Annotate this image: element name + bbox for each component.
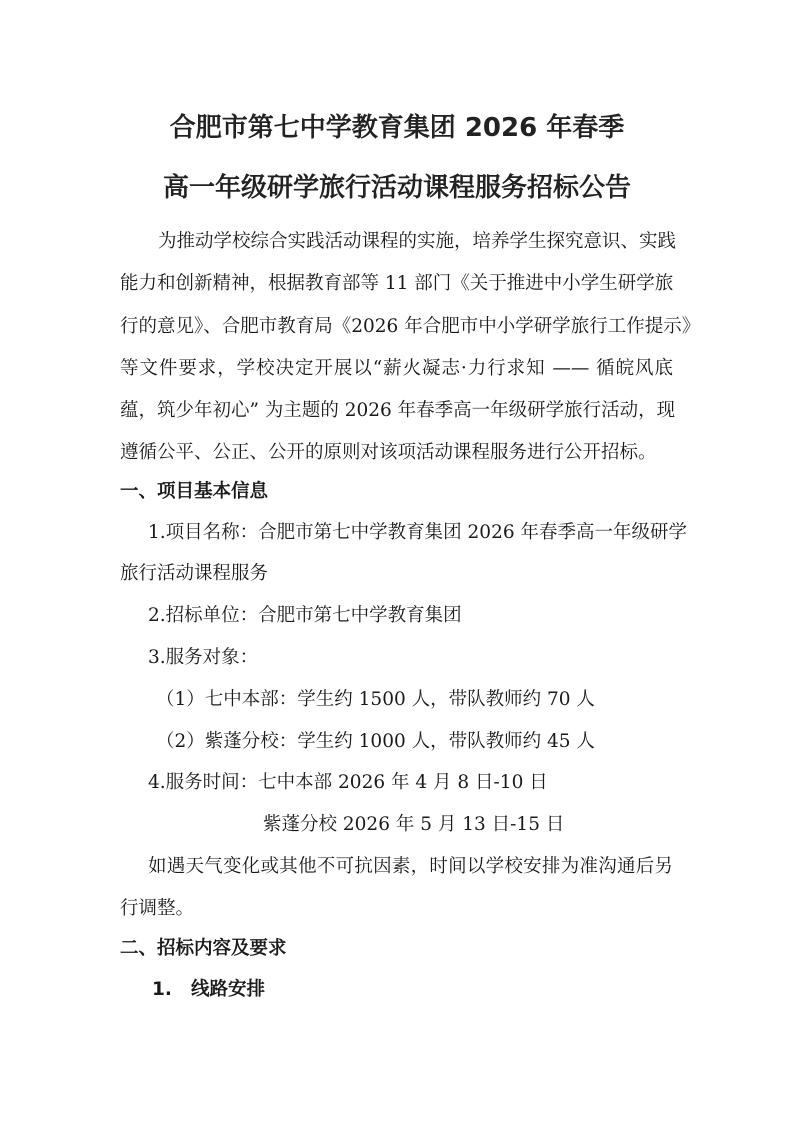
route-arrangement-heading: 线路安排	[191, 979, 266, 1000]
intro-paragraph-line: 为推动学校综合实践活动课程的实施，培养学生探究意识、实践	[158, 231, 677, 252]
route-arrangement-number: 1.	[152, 979, 172, 1000]
intro-paragraph-line: 行的意见》、合肥市教育局《2026 年合肥市中小学研学旅行工作提示》	[120, 316, 701, 337]
intro-paragraph-line: 蕴，筑少年初心” 为主题的 2026 年春季高一年级研学旅行活动，现	[120, 400, 676, 421]
service-time-main-campus: 4.服务时间：七中本部 2026 年 4 月 8 日-10 日	[148, 772, 548, 793]
section2-heading: 二、招标内容及要求	[120, 938, 287, 959]
tendering-unit: 2.招标单位：合肥市第七中学教育集团	[148, 605, 462, 626]
document-title-line1: 合肥市第七中学教育集团 2026 年春季	[169, 113, 625, 143]
project-name-line1: 1.项目名称：合肥市第七中学教育集团 2026 年春季高一年级研学	[148, 522, 687, 543]
intro-paragraph-line: 遵循公平、公正、公开的原则对该项活动课程服务进行公开招标。	[120, 442, 657, 463]
document-title-line2: 高一年级研学旅行活动课程服务招标公告	[162, 173, 631, 203]
section1-heading: 一、项目基本信息	[120, 481, 269, 502]
service-time-zipeng-campus: 紫蓬分校 2026 年 5 月 13 日-15 日	[263, 814, 565, 835]
intro-paragraph-line: 能力和创新精神，根据教育部等 11 部门《关于推进中小学生研学旅	[120, 273, 674, 294]
project-name-line2: 旅行活动课程服务	[120, 563, 269, 584]
weather-note-line2: 行调整。	[120, 898, 195, 919]
service-target-label: 3.服务对象：	[148, 647, 259, 668]
weather-note-line1: 如遇天气变化或其他不可抗因素，时间以学校安排为准沟通后另	[148, 856, 673, 877]
service-target-main-campus: （1）七中本部：学生约 1500 人，带队教师约 70 人	[156, 689, 595, 710]
intro-paragraph-line: 等文件要求，学校决定开展以“薪火凝志·力行求知 —— 循皖风底	[120, 358, 673, 379]
service-target-zipeng-campus: （2）紫蓬分校：学生约 1000 人，带队教师约 45 人	[156, 731, 595, 752]
